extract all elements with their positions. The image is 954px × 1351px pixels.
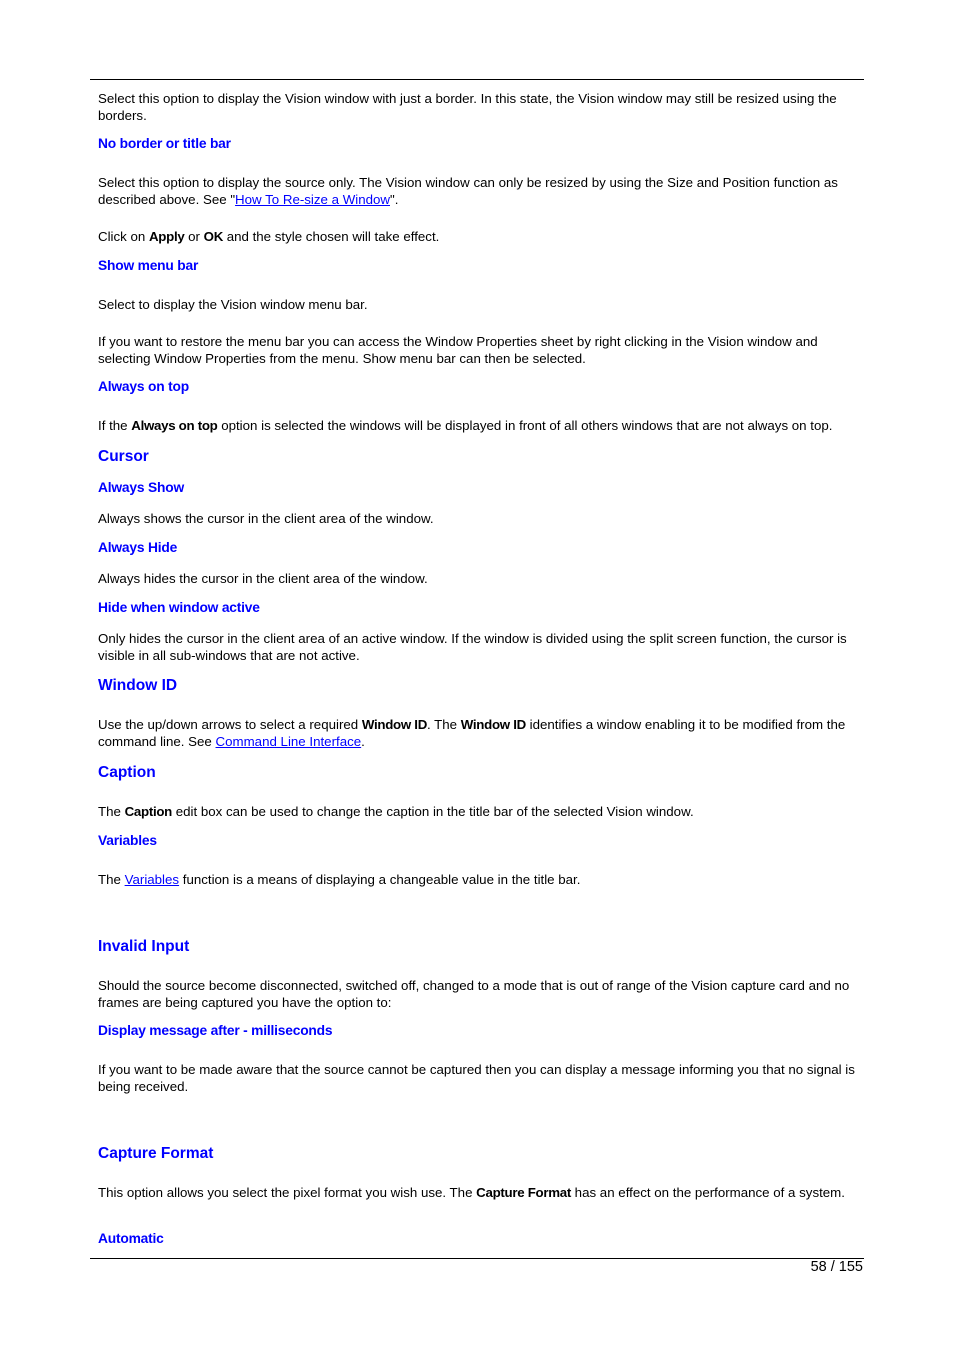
paragraph-caption: The Caption edit box can be used to change the caption in the title bar of the selected Vision window. (98, 804, 694, 819)
page-number: 58 / 155 (810, 1259, 863, 1275)
heading-show-menu-bar: Show menu bar (98, 258, 199, 273)
footer-rule (90, 1258, 864, 1259)
heading-automatic: Automatic (98, 1231, 164, 1246)
header-rule (90, 79, 864, 80)
paragraph-window-id: Use the up/down arrows to select a required Window ID. The Window ID identifies a window enabling it to be modified from the command line. See Command Line Interface. (98, 717, 846, 749)
heading-caption: Caption (98, 764, 156, 781)
paragraph-display-message: If you want to be made aware that the source cannot be captured then you can display a message informing you that no signal is being received. (98, 1062, 855, 1094)
heading-variables: Variables (98, 833, 157, 848)
paragraph-always-show: Always shows the cursor in the client area of the window. (98, 511, 434, 526)
heading-invalid-input: Invalid Input (98, 938, 190, 955)
paragraph-always-hide: Always hides the cursor in the client area of the window. (98, 571, 428, 586)
heading-window-id: Window ID (98, 677, 178, 694)
paragraph-source-only: Select this option to display the source only. The Vision window can only be resized by using the Size and Position function as described above. See "How To Re-size a Window". (98, 175, 838, 207)
heading-always-show: Always Show (98, 480, 184, 495)
paragraph-menu-bar: Select to display the Vision window menu bar. (98, 297, 368, 312)
paragraph-hide-when-active: Only hides the cursor in the client area of an active window. If the window is divided using the split screen function, the cursor is visible in all sub-windows that are not active. (98, 631, 847, 663)
heading-capture-format: Capture Format (98, 1145, 214, 1162)
paragraph-variables: The Variables function is a means of displaying a changeable value in the title bar. (98, 872, 581, 887)
heading-no-border: No border or title bar (98, 136, 231, 151)
paragraph-capture-format: This option allows you select the pixel format you wish use. The Capture Format has an effect on the performance of a system. (98, 1185, 845, 1200)
paragraph-always-on-top: If the Always on top option is selected the windows will be displayed in front of all others windows that are not always on top. (98, 418, 833, 433)
heading-always-hide: Always Hide (98, 540, 178, 555)
heading-display-message: Display message after - milliseconds (98, 1023, 333, 1038)
heading-hide-when-active: Hide when window active (98, 600, 260, 615)
paragraph-restore-menu: If you want to restore the menu bar you can access the Window Properties sheet by right clicking in the Vision window and selecting Window Properties from the menu. Show menu bar can then be selected. (98, 334, 818, 366)
heading-always-on-top: Always on top (98, 379, 189, 394)
link-resize-window[interactable]: How To Re-size a Window (235, 192, 390, 207)
link-command-line-interface[interactable]: Command Line Interface (215, 734, 362, 749)
heading-cursor: Cursor (98, 448, 149, 465)
link-variables[interactable]: Variables (124, 872, 180, 887)
paragraph-border-only: Select this option to display the Vision window with just a border. In this state, the Vision window may still be resized using the borders. (98, 91, 837, 123)
paragraph-invalid-input: Should the source become disconnected, switched off, changed to a mode that is out of range of the Vision capture card and no frames are being captured you have the option to: (98, 978, 850, 1010)
paragraph-apply-ok: Click on Apply or OK and the style chosen will take effect. (98, 229, 440, 244)
